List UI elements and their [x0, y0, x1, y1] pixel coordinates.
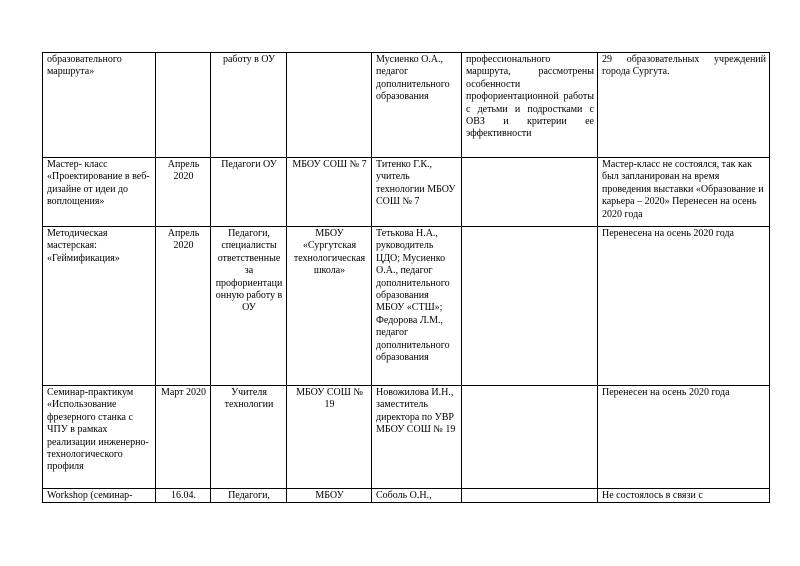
- cell-note: 29 образовательных учреждений города Сургута.: [598, 53, 770, 158]
- cell-result: [462, 489, 598, 503]
- cell-note: Мастер-класс не состоялся, так как был запланирован на время проведения выставки «Образование и карьера – 2020» Перенесен на осень 2020 года: [598, 158, 770, 227]
- cell-date: Март 2020: [156, 386, 211, 489]
- cell-venue: МБОУ СОШ № 7: [287, 158, 372, 227]
- cell-event: Семинар-практикум «Использование фрезерного станка с ЧПУ в рамках реализации инженерно-технологического профиля: [43, 386, 156, 489]
- cell-result: профессионального маршрута, рассмотрены особенности профориентационной работы с детьми и подростками с ОВЗ и критерии ее эффективности: [462, 53, 598, 158]
- cell-note: Перенесена на осень 2020 года: [598, 227, 770, 386]
- cell-venue: [287, 53, 372, 158]
- cell-audience: Педагоги,: [211, 489, 287, 503]
- cell-note: Не состоялось в связи с: [598, 489, 770, 503]
- table-row: [43, 227, 770, 386]
- cell-audience: Педагоги ОУ: [211, 158, 287, 227]
- cell-responsible: Тетькова Н.А., руководитель ЦДО; Мусиенко О.А., педагог дополнительного образования МБОУ «СТШ»; Федорова Л.М., педагог дополнительного образования: [372, 227, 462, 386]
- cell-result: [462, 158, 598, 227]
- cell-audience: Учителя технологии: [211, 386, 287, 489]
- cell-venue: МБОУ: [287, 489, 372, 503]
- table-row: [43, 386, 770, 489]
- cell-venue: МБОУ «Сургутская технологическая школа»: [287, 227, 372, 386]
- cell-event: образовательного маршрута»: [43, 53, 156, 158]
- cell-venue: МБОУ СОШ № 19: [287, 386, 372, 489]
- cell-date: Апрель 2020: [156, 227, 211, 386]
- cell-event: Мастер- класс «Проектирование в веб-дизайне от идеи до воплощения»: [43, 158, 156, 227]
- cell-date: [156, 53, 211, 158]
- cell-audience: работу в ОУ: [211, 53, 287, 158]
- events-report-table: [42, 52, 770, 503]
- cell-event: Методическая мастерская: «Геймификация»: [43, 227, 156, 386]
- cell-result: [462, 227, 598, 386]
- cell-note: Перенесен на осень 2020 года: [598, 386, 770, 489]
- table-row: [43, 158, 770, 227]
- cell-result: [462, 386, 598, 489]
- cell-responsible: Соболь О.Н.,: [372, 489, 462, 503]
- cell-responsible: Титенко Г.К., учитель технологии МБОУ СОШ № 7: [372, 158, 462, 227]
- cell-date: Апрель 2020: [156, 158, 211, 227]
- table-row: [43, 489, 770, 503]
- cell-responsible: Мусиенко О.А., педагог дополнительного образования: [372, 53, 462, 158]
- cell-audience: Педагоги, специалисты ответственные за профориентационную работу в ОУ: [211, 227, 287, 386]
- cell-event: Workshop (семинар-: [43, 489, 156, 503]
- cell-responsible: Новожилова И.Н., заместитель директора по УВР МБОУ СОШ № 19: [372, 386, 462, 489]
- cell-date: 16.04.: [156, 489, 211, 503]
- table-row: [43, 53, 770, 158]
